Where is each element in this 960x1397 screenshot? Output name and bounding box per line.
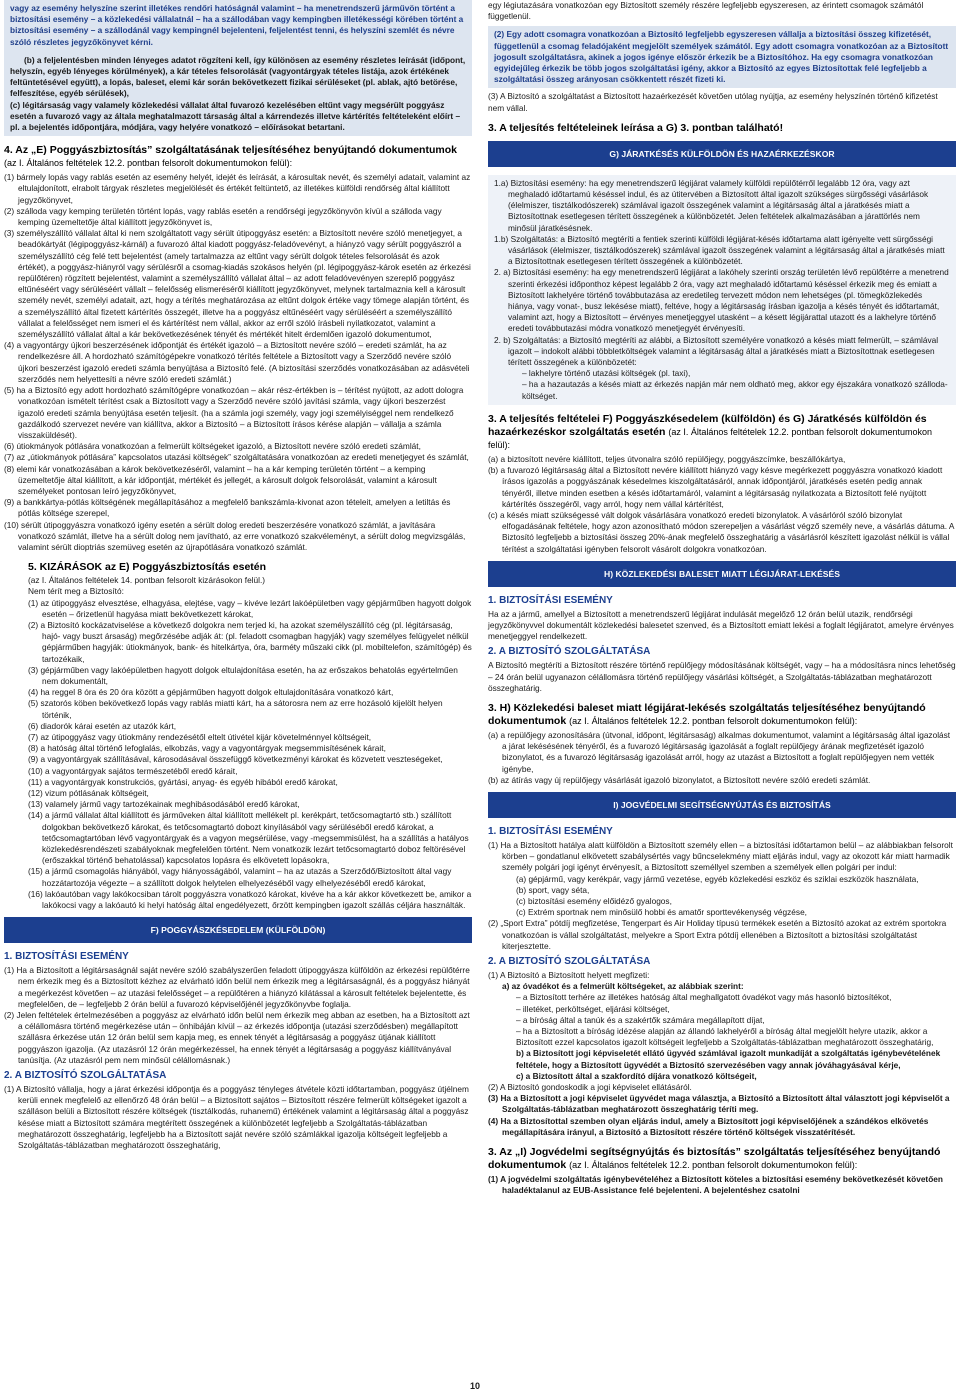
requirement-c: (c) légitársaság vagy valamely közlekedési vállalat által fuvarozó kezelésében eltűnt vagy megsérült poggyász esetén a fuvarozó vagy az általa meghatalmazott társaság által a kárrendezés illetve kártérítés feltételeként előírt – pl. a bejelentés időpontjára, módjára, vagy helyére vonatkozó – előírásokat betartani. bbox=[10, 99, 461, 133]
exclusion-item: (8) a hatóság által történő lefoglalás, elkobzás, vagy a vagyontárgyak megsemmisítésének kárait, bbox=[28, 743, 386, 754]
left-column bbox=[4, 0, 472, 1151]
i1-item: (2) „Sport Extra” pótdíj megfizetése, Tengerpart és Air Holiday típusú termékek esetén a Biztosító azokat az extrém sportokra vonatkozóan is vállal szolgáltatást, melyekre a Sport Extra pótdíj ellenében a Biztosított a biztosítási szolgáltatást kiterjesztette. bbox=[488, 918, 947, 951]
section-band-f: F) POGGYÁSZKÉSEDELEM (KÜLFÖLDÖN) bbox=[4, 917, 472, 943]
i2-subitem: c) a Biztosított által a szakfordító díjára vonatkozó költségeit, bbox=[516, 1070, 757, 1081]
i3-reference: (az I. Általános feltételek 12.2. pontban felsorolt dokumentumokon felül): bbox=[569, 1160, 858, 1171]
exclusions-section bbox=[4, 561, 472, 911]
section-3f-title bbox=[488, 413, 956, 452]
list-item: (10) sérült útipoggyászra vonatkozó igény esetén a sérült dolog eredeti beszerzésére vonatkozó számlát, a javítására vonatkozó számlát, illetve ha a sérült dolog nem javítható, az erre vonatkozó szakvéleményt, a sérült dolog megvizsgálás, valamint sérült dioptriás szemüveg esetén az újrapótlására vonatkozó számlát. bbox=[4, 519, 466, 552]
i1-subitem: (c) biztosítási esemény előidéző gyalogos, bbox=[516, 895, 672, 906]
requirement-b: (b) a feljelentésben minden lényeges adatot rögzíteni kell, így különösen az esemény részletes leírását (időpont, helyszín, egyéb lényeges körülmények), a kár tételes felsorolását (vagyontárgyak tételes listája, azok értékének feltüntetésével együtt), a lopás, baleset, elemi kár során bekövetkezett fizikai sérüléseket (pl. ablak, ajtó betörése, felfeszítése, egyéb sérülések), bbox=[10, 54, 466, 99]
g-subitem: – ha a hazautazás a késés miatt az érkezés napján már nem oldható meg, akkor egy éjszakára vonatkozó szálloda-költséget. bbox=[522, 379, 948, 401]
exclusion-item: (5) szatorós köben bekövetkező lopás vagy rablás miatti kárt, ha a sátorosra nem az erre hozásoló kijelölt helyen történik, bbox=[28, 698, 443, 720]
h3-item: (a) a repülőjegy azonosítására (útvonal, időpont, légitársaság) alkalmas dokumentumot, valamint a légitársaság által igazolást a járat lekésésének tényéről, és a fuvarozó légitársaság igazolását a foglalt repülőjegy árának megfizetését igazoló bizonylatot, és a fuvarozó légitársaság igazolását arról, hogy az utazást a Biztosított a foglalt repülőjegyen nem vették igénybe, bbox=[488, 729, 951, 774]
section-band-i: I) JOGVÉDELMI SEGÍTSÉGNYÚJTÁS ÉS BIZTOSÍTÁS bbox=[488, 792, 956, 818]
section-4-heading: 4. Az „E) Poggyászbiztosítás” szolgáltatásának teljesítéséhez benyújtandó dokumentumok bbox=[4, 144, 457, 157]
i3-item: (1) A jogvédelmi szolgáltatás igénybevételéhez a Biztosított köteles a biztosítási esemény bekövetkezését követően haladéktalanul az EUB-Assistance felé bejelenteni. A bejelentéshez csatolni bbox=[488, 1174, 943, 1196]
g-subitem: – lakhelyre történő utazási költségek (pl. taxi), bbox=[522, 368, 691, 379]
i1-subitem: (a) gépjármű, vagy kerékpár, vagy jármű vezetése, egyéb közlekedési eszköz és sziklai eszközök használata, bbox=[516, 873, 919, 884]
h3-title bbox=[488, 702, 956, 728]
h2-title: 2. A BIZTOSÍTÓ SZOLGÁLTATÁSA bbox=[488, 646, 651, 658]
paragraph-3: (3) A Biztosító a szolgáltatást a Biztosított hazaérkezését követően utólag nyújtja, az esemény helyszínén történő kifizetést nem vállal. bbox=[488, 91, 938, 113]
list-item: (1) bármely lopás vagy rablás esetén az esemény helyét, idejét és leírását, a károsultak nevét, és személyi adatait, valamint az eltulajdonított, elrabolt tárgyak részletes megjelölését és értékét feltüntető, az illetékes külföldi rendőrség által kiállított jegyzőkönyvet, bbox=[4, 172, 471, 205]
i2-subitem: – a Biztosított terhére az illetékes hatóság által meghallgatott óvadékot vagy más hasonló biztosítékot, bbox=[516, 992, 892, 1003]
exclusion-item: (9) a vagyontárgyak szállításával, károsodásával összefüggő következményi károkat és közvetett veszteségeket, bbox=[28, 754, 443, 765]
list-item: (5) ha a Biztosító egy adott hordozható számítógépre vonatkozóan – akár rész-értékben is – térítést nyújtott, az adott dologra vonatkozóan ismételt térítést csak a Biztosított vagy a Szerződő nevére szóló javítási számla, vagy újkori beszerzést igazoló eredeti számla benyújtása esetén teljesít. (ha a számla jogi személy, vagy jogi személyiséggel nem rendelkező gazdálkodó szervezet nevére van kiállítva, akkor a Biztosító – a Biztosított írásos kérése alapján – vállalja a számla visszaküldését). bbox=[4, 385, 464, 440]
h1-title: 1. BIZTOSÍTÁSI ESEMÉNY bbox=[488, 594, 613, 606]
i2-intro: (1) A Biztosító a Biztosított helyett megfizeti: bbox=[488, 969, 650, 980]
list-item: (7) az „útiokmányok pótlására” kapcsolatos utazási költségek” szolgáltatására vonatkozóan az eredeti menetjegyet és számlát, bbox=[4, 452, 469, 463]
section-3f-heading: 3. A teljesítés feltételei F) Poggyászkésedelem (külföldön) és G) Járatkésés külföldön és hazaérkezéskor szolgáltatás esetén bbox=[488, 412, 927, 438]
g-item: 2. b) Szolgáltatás: a Biztosító megtéríti az alábbi, a Biztosított személyére vonatkozó a késés miatt felmerült, – számlával igazolt – indokolt alábbi többletköltségek valamint a légitársaság által a járatkésés miatt a Biztosítottnak esetlegesen térített összegének a különbözetét: bbox=[494, 334, 939, 368]
g-item: 1.b) Szolgáltatás: a Biztosító megtéríti a fentiek szerinti külföldi légijárat-késés időtartama alatt igényelte vett sürgősségi vásárlások (élelmiszer, tisztálkodószerek) számlával igazolt összegének valamint a légitársaság által a járatkésés miatt a Biztosítottnak esetlegesen térített összegének a különbözetét. bbox=[494, 233, 945, 267]
section-4-reference: (az I. Általános feltételek 12.2. pontban felsorolt dokumentumokon felül): bbox=[4, 158, 293, 169]
doc-item: (b) a fuvarozó légitársaság által a Biztosított nevére kiállított hiányzó vagy késve megérkezett poggyászra vonatkozó kiadott írásos igazolás a poggyászának késedelmes kiszolgáltatásáról, annak időpontjáról, járatkésés esetén pedig annak tényéről, illetve minden esetben a késés időtartamáról, valamint a légitársaság nyilatkozata a Biztosított felé nyújtott kártérítés összegéről, vagy arról, hogy nem vállal kártérítést, bbox=[488, 465, 943, 509]
g-items-box bbox=[488, 175, 956, 405]
i1-subitem: (c) Extrém sportnak nem minősülő hobbi és amatőr sporttevékenység végzése, bbox=[516, 907, 807, 918]
f1-item: (2) Jelen feltételek értelmezésében a poggyász az elvárható időn belül nem érkezik meg abban az esetben, ha a Biztosított azt a célállomásra történő megérkezése után – önhibáján kívül – az érkezés időpontja (utazási szerződésben) megállapított szállásra érkezése után 12 órán belül sem kapja meg, es ennek tényét a légitársaság a poggyász útjának kiállított poggyászon igazolja. (Az utazásról 12 órán megérkezéssel, ha ennek tényét a légitársaság a poggyász kiállítványával tanúsítja. (Az utazásról pem nem minősül célállomásnak.) bbox=[4, 1010, 470, 1065]
list-item: (3) személyszállító vállalat által ki nem szolgáltatott vagy sérült útipoggyász esetén: a Biztosított nevére szóló menetjegyet, a beadókártyát (légipoggyász-kárnál) a fuvarozó által kiadott poggyász-feladóvevényt, a hiányzó vagy sérült poggyászról a személyszállító cég felé tett bejelentést (amely tartalmazza az eltűnt vagy sérült dolgok tételes felsorolását és azok értékét), a poggyász-hiányról vagy sérülésről a csomag-kiadás szokásos helyén (pl. légipoggyász-károk esetén az érkezési repülőtéren) rögzített bejelentést, valamint a személyszállító vállalat által – az adott feladóvevényen szereplő poggyász eltűnéséért vagy sérüléséért vállalt – felelősség elismeréséről kiállított jegyzőkönyvet, melynek tartalmaznia kell a károsult személy nevét, személyi adatait, azt, hogy a térítés meghatározása az eltűnt dolgok értéke vagy tömege alapján történt, és a személyszállító által fizetett kártérítés összegét, illetve ha a poggyász eltűnéséért vagy sérüléséért a személyszállító vállalat a felelősséget nem ismeri el és kártérítést nem vállal, akkor az erről szóló írásbeli nyilatkozatot, valamint a személyszállító vállalat által a kár bekövetkezésének tényét és mértékét hitelt érdemlően igazoló dokumentumot, bbox=[4, 228, 471, 340]
intro-highlight-box: vagy az esemény helyszíne szerint illetékes rendőri hatóságnál valamint – ha menetrendszerű járművön történt a biztosítási esemény – a közlekedési vállalatnál – ha a szállodában vagy kempingben illetékességi körében történt a biztosítási esemény – a szállodánál vagy kempingnél bejelenteni, feljelentést tenni, és helyszíni szemlét és névre szóló részletes jegyzőkönyvet kérni. bbox=[4, 0, 472, 51]
f1-title: 1. BIZTOSÍTÁSI ESEMÉNY bbox=[4, 951, 129, 963]
section-3-note: 3. A teljesítés feltételeinek leírása a G) 3. pontban található! bbox=[488, 121, 784, 134]
exclusion-item: (15) a jármű csomagolás hiányából, vagy hiányosságából, valamint – ha az utazás a Szerződő/Biztosított által vagy hozzátartozója végezte – a szállított dolgok helytelen elhelyezéséből vagy elhelyezéséből eredő károkat, bbox=[28, 866, 452, 888]
h3-reference: (az I. Általános feltételek 12.2. pontban felsorolt dokumentumokon felül): bbox=[569, 715, 858, 726]
i2-item: (4) Ha a Biztosítottal szemben olyan eljárás indul, amely a Biztosított jogi képviselőjének a szándékos elkövetés megállapítására irányul, a Biztosító a Biztosított részére történő költségek visszatérítését. bbox=[488, 1115, 929, 1137]
list-item: (4) a vagyontárgy újkori beszerzésének időpontját és értékét igazoló – a Biztosított nevére szóló – eredeti számlát, ha az rendelkezésre áll. A hordozható számítógépekre vonatkozó térítés feltétele a Biztosított vagy a Szerződő nevére szóló újkori beszerzést igazoló eredeti számla benyújtása a Biztosító felé. (A biztosítási szerződés vonatkozásában az adásvételi szerződés nem helyettesíti a névre szóló eredeti számlát.) bbox=[4, 340, 470, 384]
exclusion-item: (13) valamely jármű vagy tartozékainak meghibásodásából eredő károkat, bbox=[28, 799, 300, 810]
g-item: 2. a) Biztosítási esemény: ha egy menetrendszerű légijárat a lakóhely szerinti ország területén lévő repülőtérre a menetrend szerinti érkezési időponthoz képest legalább 2 óra, vagy azt meghaladó időtartamú késéssel érkezik meg és emiatt a Biztosított lakhelyére történő továbbutazása az eredetileg tervezett módon nem lehetséges (pl. tömegközlekedés hiánya, vagy vonat-, busz lekésése miatt), feltéve, hogy a légitársaság írásban igazolja a késés tényét és időtartamát, valamint azt, hogy a Biztosított – érvényes menetjeggyel utasként – a késett légijárattal utazott és a lakhelyre történő eredeti továbbutazási módra vonatkozó menetjegyét érvényesíti. bbox=[494, 267, 949, 334]
i2-subitem: – a bíróság által a tanúk és a szakértők számára megállapított díjat, bbox=[516, 1014, 765, 1025]
section-band-h: H) KÖZLEKEDÉSI BALESET MIATT LÉGIJÁRAT-LEKÉSÉS bbox=[488, 561, 956, 587]
exclusions-title: 5. KIZÁRÁSOK az E) Poggyászbiztosítás esetén bbox=[28, 561, 267, 574]
i2-item: (3) Ha a Biztosított a jogi képviselet ügyvédet maga választja, a Biztosító a Biztosított által választott jogi képviselőt a Szolgáltatás-táblázatban meghatározott összeghatárig téríti meg. bbox=[488, 1093, 950, 1115]
f2-item: (1) A Biztosító vállalja, hogy a járat érkezési időpontja és a poggyász tényleges átvétele közti időtartamban, poggyász útjélnem kerüli ennek megfelelő az ellenőrző 48 órán belül – a Biztosított sajátos – Biztosított részére felmerült költségeket igazolt a szálláson belüli a Biztosított részére költségek (tisztálkodás, ruhanemű) értékének valamint a légitársaság által a poggyász késése miatt a Biztosított számára megtérített összegének a különbözetét legfeljebb a Szolgáltatás-táblázatban meghatározott összeghatárig, legfeljebb ha a Biztosított saját nevére szóló számlákkal igazolja költségeit legfeljebb a Szolgáltatás-táblázatban meghatározott összeghatárig, bbox=[4, 1084, 469, 1151]
exclusions-intro: Nem térít meg a Biztosító: bbox=[28, 586, 124, 597]
i3-title bbox=[488, 1146, 956, 1172]
f1-item: (1) Ha a Biztosított a légitársaságnál saját nevére szóló szabályszerűen feladott útipoggyásza külföldön az érkezési repülőtérre nem érkezik meg és a Biztosított kézhez az elvárható időn belül nem érkezik meg a légitársaságnál, és a poggyász hiányát a megérkezést követően – az utazási felelősséget – a repülőtéren a hiányzó kilátással a károsult feltételek bejelentette, és megfelelően, de – legfeljebb 2 órán belül a fuvarozó képviselőjénél jegyzőkönyvbe foglalja. bbox=[4, 965, 470, 1009]
h2-text: A Biztosító megtéríti a Biztosított részére történő repülőjegy módosításának költségét, vagy – ha a módosításra nincs lehetőség – 24 órán belül ugyanazon célállomásra történő repülőjegy vásárlási költségét, a Szolgáltatás-táblázatban meghatározott összeghatárig. bbox=[488, 660, 956, 693]
exclusion-item: (12) vizum pótlásának költségeit, bbox=[28, 788, 149, 798]
i3-heading: 3. Az „I) Jogvédelmi segítségnyújtás és biztosítás” szolgáltatás teljesítéséhez benyújtandó dokumentumok bbox=[488, 1146, 941, 1172]
page-number: 10 bbox=[470, 1381, 481, 1391]
i2a-title: a) az óvadékot és a felmerült költségeket, az alábbiak szerint: bbox=[502, 981, 744, 992]
highlight-box-2: (2) Egy adott csomagra vonatkozóan a Biztosító legfeljebb egyszeresen vállalja a biztosítási összeg kifizetését, függetlenül a csomag feladójaként megjelölt személyek számától. Egy adott csomagra vonatkozóan az a Biztosított jogosult szolgáltatásra, akinek a jogos igénye először érkezik be a Biztosítóhoz. Ha egy csomagra vonatkozóan egyidejűleg érkezik be több jogos szolgáltatási igény, akkor a Biztosító az egyes Biztosítottak felé legfeljebb a szolgáltatási összeg arányosan csökkentett részét fizeti ki. bbox=[488, 26, 956, 88]
exclusion-item: (3) gépjárműben vagy lakóépületben hagyott dolgok eltulajdonítása esetén, ha az erőszakos behatolás egyértelműen nem dokumentált, bbox=[28, 664, 458, 686]
list-item: (2) szálloda vagy kemping területén történt lopás, vagy rablás esetén a rendőrségi jegyzőkönyvön kívül a szálloda vagy kemping üzemeltetője által kiállított jegyzőkönyvet is, bbox=[4, 205, 442, 228]
right-top-text: egy légiutazására vonatkozóan egy Biztosított személy részére legfeljebb egyszeresen, az érintett csomagok számától függetlenül. bbox=[488, 0, 924, 22]
section-band-g: G) JÁRATKÉSÉS KÜLFÖLDÖN ÉS HAZAÉRKEZÉSKOR bbox=[488, 141, 956, 167]
list-item: (8) elemi kár vonatkozásában a károk bekövetkezéséről, valamint – ha a kár kemping területén történt – a kemping üzemeltetője által kiállított, a kár időpontját, mértékét és jellegét, a károsult dolgok felsorolását, valamint a károsult személyeket pontosan leíró jegyzőkönyvet, bbox=[4, 463, 437, 496]
i2-subitem: – illetéket, perköltséget, eljárási költséget, bbox=[516, 1003, 670, 1014]
list-item: (6) útiokmányok pótlására vonatkozóan a felmerült költségeket igazoló, a Biztosított nevére szóló eredeti számlát, bbox=[4, 441, 421, 452]
doc-item: (c) a késés miatt szükségessé vált dolgok vásárlására vonatkozó eredeti bizonylatok. A vásárlóról szóló bizonylat elfogadásának feltétele, hogy azon azonosítható módon szerepeljen a vásárlást végző személy neve, a vásárlás dátuma. A Biztosító legfeljebb a biztosítási összeg 20%-ának megfelelő összeghatárig a vásárlásról készített igazolást nélkül is vállal térítést a szolgáltatási igényben felsorolt vásárolt dolgokra vonatkozóan. bbox=[488, 509, 954, 554]
exclusion-item: (4) ha reggel 8 óra és 20 óra között a gépjárműben hagyott dolgok eltulajdonítására vonatkozó kárt, bbox=[28, 687, 394, 698]
i2-subitem: – ha a Biztosított a bíróság idézése alapján az állandó lakhelyéről a bíróság által megjelölt helyre utazik, akkor a Biztosított ezzel kapcsolatos igazolt költségeit legfeljebb a Szolgáltatás-táblázatban meghatározott összeghatárig, bbox=[516, 1026, 934, 1048]
exclusions-reference: (az I. Általános feltételek 14. pontban felsorolt kizárásokon felül.) bbox=[28, 575, 266, 586]
h3-item: (b) az átírás vagy új repülőjegy vásárlását igazoló bizonylatot, a Biztosított nevére szóló eredeti számlát. bbox=[488, 774, 871, 785]
i2-subitem: b) a Biztosított jogi képviseletét ellátó ügyvéd számlával igazolt munkadíját a szolgáltatás igénybevételének feltétele, hogy a Biztosított ügyvédét a Biztosító szervezésében vagy annak jóváhagyásával kérje, bbox=[516, 1048, 941, 1070]
exclusion-item: (6) diadorók kárai esetén az utazók kárt, bbox=[28, 720, 177, 731]
report-requirements-b bbox=[4, 51, 472, 136]
g-item: 1.a) Biztosítási esemény: ha egy menetrendszerű légijárat valamely külföldi repülőtérről legalább 12 óra, vagy azt meghaladó időtartamú késéssel indul, és az útitervében a Biztosított által igazolt szükséges sürgősségi vásárlások (élelmiszer, tisztálkodószerek) számlával igazolt összegének valamint a légitársaság által a járatkésés miatt a Biztosítottnak esetlegesen térített összegének a különbözetét. Jelen feltételek alkalmazásában a járattörlés nem minősül járatkésésnek. bbox=[494, 177, 929, 233]
exclusion-item: (11) a vagyontárgyak konstrukciós, gyártási, anyag- és egyéb hibából eredő károkat, bbox=[28, 776, 338, 787]
h1-text: Ha az a jármű, amellyel a Biztosított a menetrendszerű légijárat indulását megelőző 12 órán belül utazik, rendőrségi jegyzőkönyvvel dokumentált közlekedési balesetet szenved, és a Biztosított emiatt lekési a foglalt légijáratot, amelyre érvényes menetjeggyel rendelkezett. bbox=[488, 608, 954, 642]
section-3f-reference: (az I. Általános feltételek 12.2. pontban felsorolt dokumentumokon felül): bbox=[488, 426, 933, 450]
section-4-title bbox=[4, 144, 472, 170]
i2-title: 2. A BIZTOSÍTÓ SZOLGÁLTATÁSA bbox=[488, 955, 651, 967]
doc-item: (a) a biztosított nevére kiállított, teljes útvonalra szóló repülőjegy, poggyászcímke, beszállókártya, bbox=[488, 453, 846, 464]
i2-item: (2) A Biztosító gondoskodik a jogi képviselet ellátásáról. bbox=[488, 1082, 692, 1093]
exclusion-item: (2) a Biztosító kockázatviselése a következő dolgokra nem terjed ki, ha azokat személyszállító cég (pl. légitársaság, hajó- vagy buszt ársaság) megőrzésébe adják át: (pl. feladott csomagban hagyják) vagy személyes felügyelet nélkül gépjárműben hagyják: útiokmányok, bank- és hitelkártya, óra, barméty műszaki cikk (pl. mobiltelefon, számítógép) és tartozékaik, bbox=[28, 619, 472, 664]
i1-item: (1) Ha a Biztosított hatálya alatt külföldön a Biztosított személy ellen – a biztosítási időtartamon belül – az alábbiakban felsorolt körben – gondatlanul elkövetett szabálysértés vagy bűncselekmény miatt eljárás indul, vagy az okozott kár miatt harmadik személy polgári jogi igényt érvényesít, a Biztosított személlyel szemben a személyek ellen polgári per indul: bbox=[488, 839, 953, 873]
list-item: (9) a bankkártya-pótlás költségének megállapításához a megfelelő bankszámla-kivonat azon tételeit, amelyen a letiltás és pótlás költsége szerepel, bbox=[4, 497, 451, 519]
i1-title: 1. BIZTOSÍTÁSI ESEMÉNY bbox=[488, 825, 613, 837]
exclusion-item: (14) a jármű vállalat által kiállított és járműveken által kiállított mellékelt pl. kerékpárt, tetőcsomagtartó stb.) szállított dolgokban bekövetkező károkat, és tetőcsomagtartó dobozt kinyílásából vagy sérüléséből eredő károkat, a tetőcsomagtartóban lévő vagyontárgyak és a vagyon megsérülése, vagy -megsemmisülést, ha a szállítás a hatályos közlekedésrendészeti szabályoknak megfelelően történt. Nem vonatkozik lezárt tetőcsomagtartó doboz feltörésével (erőszakkal történő behatolással) kapcsolatos lopásra és elkövetett lopásokra, bbox=[28, 810, 469, 866]
exclusion-item: (1) az útipoggyász elvesztése, elhagyása, elejtése, vagy – kivéve lezárt lakóépületben vagy gépjárműben hagyott dolgok esetén – őrizetlenül hagyása miatt bekövetkezett károkat, bbox=[28, 597, 472, 619]
exclusion-item: (10) a vagyontárgyak sajátos természetéből eredő kárait, bbox=[28, 765, 238, 776]
f2-title: 2. A BIZTOSÍTÓ SZOLGÁLTATÁSA bbox=[4, 1070, 167, 1082]
documents-list bbox=[4, 172, 472, 553]
i1-subitem: (b) sport, vagy séta, bbox=[516, 884, 590, 895]
exclusion-item: (16) lakóautóban vagy lakókocsiban tárolt poggyászra vonatkozó károkat, kivéve ha a kár akkor következett be, amikor a lakókocsi vagy a lakóautó ki helyi hatóság által engedélyezett, őrzött kempingben igazolt szállás céljára használták. bbox=[28, 888, 472, 911]
h3-heading: 3. H) Közlekedési baleset miatt légijárat-lekésés szolgáltatás teljesítéséhez benyújtandó dokumentumok bbox=[488, 701, 926, 727]
right-column bbox=[488, 0, 956, 1196]
exclusion-item: (7) az útipoggyász vagy útiokmány rendezésétől eltelt útivétel kijár követelménnyel költségeit, bbox=[28, 731, 372, 742]
